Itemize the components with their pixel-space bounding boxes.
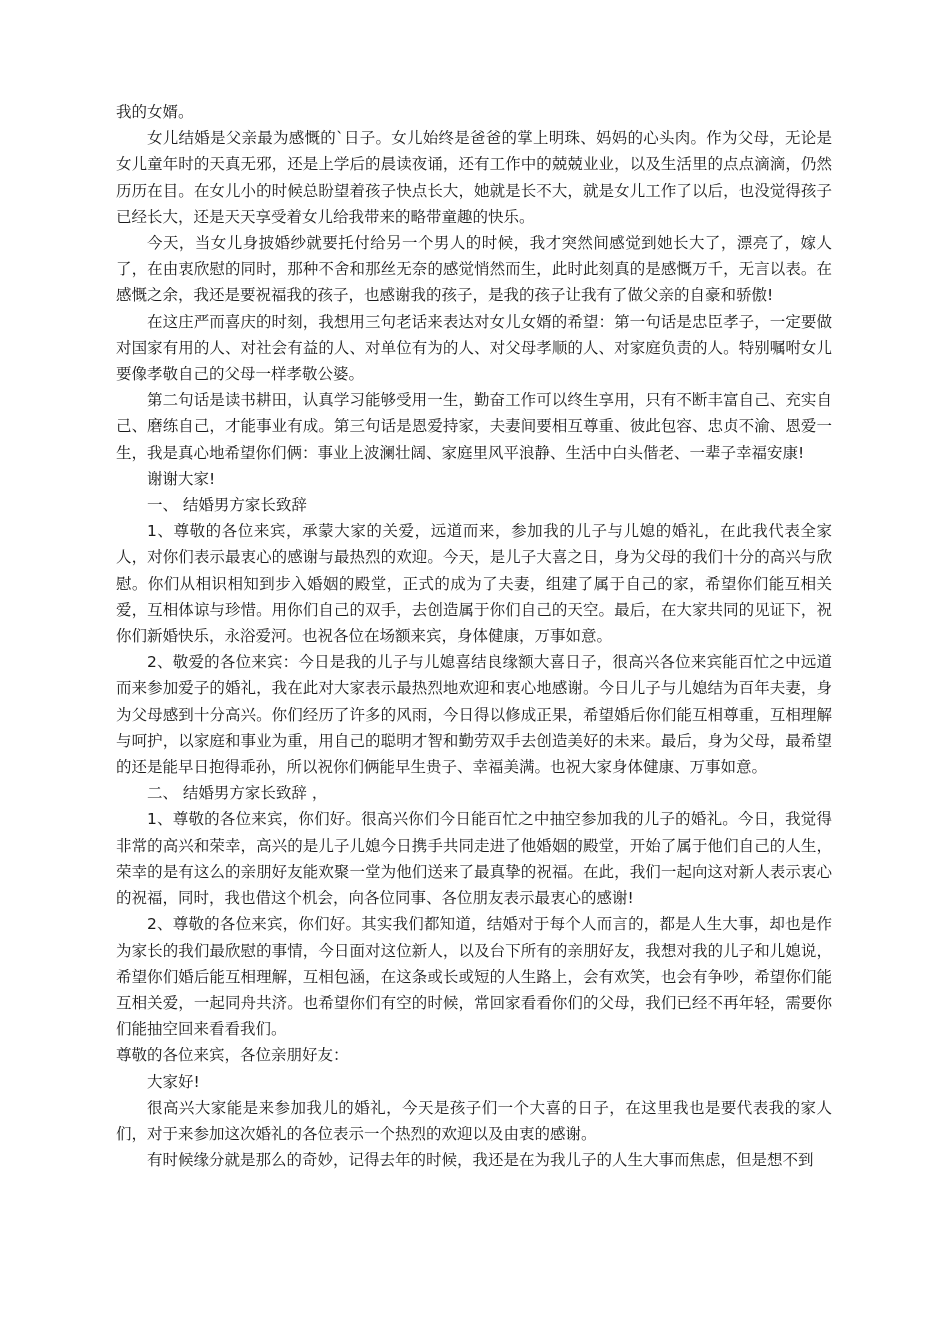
- paragraph-5: 第二句话是读书耕田，认真学习能够受用一生，勤奋工作可以终生享用，只有不断丰富自己、充实自己、磨练自己，才能事业有成。第三句话是恩爱持家，夫妻间要相互尊重、彼此包容、忠贞不渝、恩爱一生，我是真心地希望你们俩：事业上波澜壮阔、家庭里风平浪静、生活中白头偕老、一辈子幸福安康!: [116, 391, 832, 462]
- paragraph-2: 女儿结婚是父亲最为感慨的`日子。女儿始终是爸爸的掌上明珠、妈妈的心头肉。作为父母，无论是女儿童年时的天真无邪，还是上学后的晨读夜诵，还有工作中的兢兢业业，以及生活里的点点滴滴，仍然历历在目。在女儿小的时候总盼望着孩子快点长大，她就是长不大，就是女儿工作了以后，也没觉得孩子已经长大，还是天天享受着女儿给我带来的略带童趣的快乐。: [116, 129, 832, 226]
- paragraph-15: 很高兴大家能是来参加我儿的婚礼，今天是孩子们一个大喜的日子，在这里我也是要代表我的家人们，对于来参加这次婚礼的各位表示一个热烈的欢迎以及由衷的感谢。: [116, 1098, 832, 1143]
- section-heading-1: 一、 结婚男方家长致辞: [147, 496, 307, 515]
- greeting: 大家好!: [147, 1072, 200, 1091]
- paragraph-8: 1、尊敬的各位来宾，承蒙大家的关爱，远道而来，参加我的儿子与儿媳的婚礼，在此我代表全家人，对你们表示最衷心的感谢与最热烈的欢迎。今天，是儿子大喜之日，身为父母的我们十分的高兴与欣慰。你们从相识相知到步入婚姻的殿堂，正式的成为了夫妻，组建了属于自己的家，希望你们能互相关爱，互相体谅与珍惜。用你们自己的双手，去创造属于你们自己的天空。最后，在大家共同的见证下，祝你们新婚快乐，永浴爱河。也祝各位在场额来宾，身体健康，万事如意。: [116, 522, 832, 646]
- paragraph-16: 有时候缘分就是那么的奇妙，记得去年的时候，我还是在为我儿子的人生大事而焦虑，但是想不到: [147, 1151, 814, 1170]
- paragraph-12: 2、尊敬的各位来宾，你们好。其实我们都知道，结婚对于每个人而言的，都是人生大事，却也是作为家长的我们最欣慰的事情，今日面对这位新人，以及台下所有的亲朋好友，我想对我的儿子和儿媳说，希望你们婚后能互相理解，互相包涵，在这条或长或短的人生路上，会有欢笑，也会有争吵，希望你们能互相关爱，一起同舟共济。也希望你们有空的时候，常回家看看你们的父母，我们已经不再年轻，需要你们能抽空回来看看我们。: [116, 915, 832, 1039]
- paragraph-11: 1、尊敬的各位来宾，你们好。很高兴你们今日能百忙之中抽空参加我的儿子的婚礼。今日，我觉得非常的高兴和荣幸，高兴的是儿子儿媳今日携手共同走进了他婚姻的殿堂，开始了属于他们自己的人生，荣幸的是有这么的亲朋好友能欢聚一堂为他们送来了最真挚的祝福。在此，我们一起向这对新人表示衷心的祝福，同时，我也借这个机会，向各位同事、各位朋友表示最衷心的感谢!: [116, 810, 832, 908]
- salutation: 尊敬的各位来宾，各位亲朋好友：: [116, 1046, 349, 1065]
- paragraph-6: 谢谢大家!: [147, 469, 216, 488]
- paragraph-9: 2、敬爱的各位来宾：今日是我的儿子与儿媳喜结良缘额大喜日子，很高兴各位来宾能百忙之中远道而来参加爱子的婚礼，我在此对大家表示最热烈地欢迎和衷心地感谢。今日儿子与儿媳结为百年夫妻，身为父母感到十分高兴。你们经历了许多的风雨，今日得以修成正果，希望婚后你们能互相尊重，互相理解与呵护，以家庭和事业为重，用自己的聪明才智和勤劳双手去创造美好的未来。最后，身为父母，最希望的还是能早日抱得乖孙，所以祝你们俩能早生贵子、幸福美满。也祝大家身体健康、万事如意。: [116, 653, 832, 777]
- paragraph-1: 我的女婿。: [116, 103, 194, 121]
- document-body: [116, 99, 832, 1173]
- paragraph-3: 今天，当女儿身披婚纱就要托付给另一个男人的时候，我才突然间感觉到她长大了，漂亮了，嫁人了，在由衷欣慰的同时，那种不舍和那丝无奈的感觉悄然而生，此时此刻真的是感慨万千，无言以表。在感慨之余，我还是要祝福我的孩子，也感谢我的孩子，是我的孩子让我有了做父亲的自豪和骄傲!: [116, 234, 832, 305]
- paragraph-4: 在这庄严而喜庆的时刻，我想用三句老话来表达对女儿女婿的希望：第一句话是忠臣孝子，一定要做对国家有用的人、对社会有益的人、对单位有为的人、对父母孝顺的人、对家庭负责的人。特别嘱咐女儿要像孝敬自己的父母一样孝敬公婆。: [116, 312, 832, 384]
- section-heading-2: 二、 结婚男方家长致辞 ，: [147, 784, 328, 803]
